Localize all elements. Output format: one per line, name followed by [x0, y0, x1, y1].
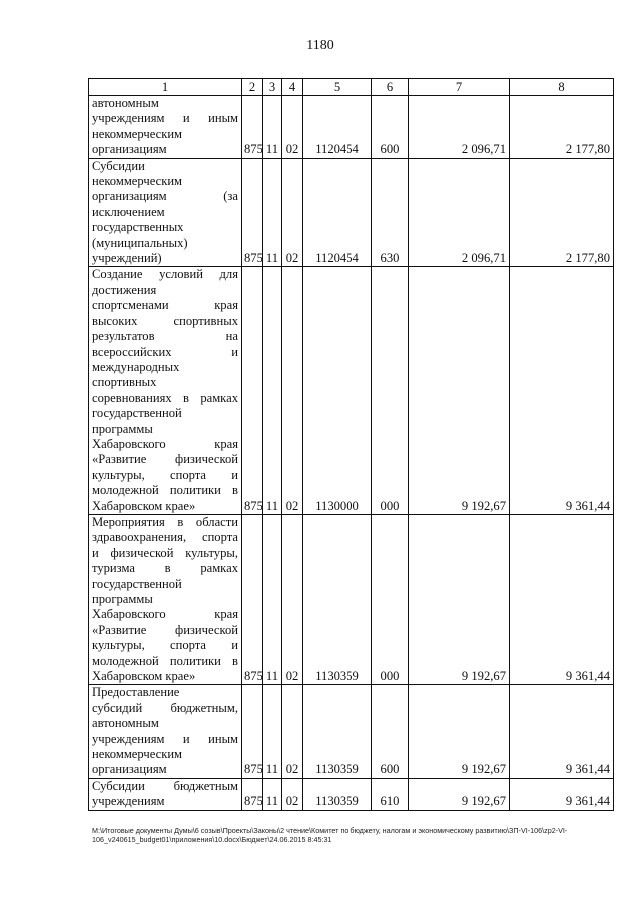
description-line: организациям — [92, 142, 167, 157]
description-line: культуры, спорта и — [92, 638, 238, 653]
expense-type-code: 610 — [372, 778, 409, 810]
ministry-code: 875 — [242, 158, 263, 267]
description-line: некоммерческим — [92, 126, 183, 141]
header-col-8: 8 — [510, 79, 614, 96]
description-line: некоммерческим — [92, 747, 183, 762]
subsection-code: 02 — [282, 158, 303, 267]
description-line: «Развитие физической — [92, 622, 238, 637]
description-line: государственной — [92, 576, 182, 591]
description-line: Хабаровском крае» — [92, 498, 196, 513]
description-line: Субсидии бюджетным — [92, 778, 238, 793]
row-description — [89, 267, 242, 515]
description-line: Создание условий для — [92, 267, 238, 282]
description-line: государственной — [92, 406, 182, 421]
description-line: туризма в рамках — [92, 561, 238, 576]
amount-year-2: 9 361,44 — [510, 685, 614, 778]
description-line: спортсменами края — [92, 298, 238, 313]
section-code: 11 — [263, 267, 282, 515]
description-line: результатов на — [92, 329, 238, 344]
description-line: Мероприятия в области — [92, 514, 238, 529]
expense-type-code: 000 — [372, 514, 409, 684]
description-line: молодежной политики в — [92, 483, 238, 498]
description-line: культуры, спорта и — [92, 467, 238, 482]
table-row — [89, 96, 614, 159]
row-description — [89, 514, 242, 684]
section-code: 11 — [263, 158, 282, 267]
amount-year-2: 2 177,80 — [510, 96, 614, 159]
amount-year-1: 9 192,67 — [409, 778, 510, 810]
description-line: Субсидии — [92, 158, 145, 173]
section-code: 11 — [263, 685, 282, 778]
target-article-code: 1130359 — [303, 514, 372, 684]
description-line: Хабаровского края — [92, 607, 238, 622]
description-line: и физической культуры, — [92, 545, 238, 560]
budget-table — [88, 78, 614, 811]
amount-year-2: 9 361,44 — [510, 778, 614, 810]
description-line: учреждений) — [92, 251, 162, 266]
table-row — [89, 778, 614, 810]
target-article-code: 1130359 — [303, 778, 372, 810]
amount-year-2: 9 361,44 — [510, 514, 614, 684]
description-line: организациям (за — [92, 189, 238, 204]
description-line: программы — [92, 421, 153, 436]
header-col-7: 7 — [409, 79, 510, 96]
description-line: исключением — [92, 204, 165, 219]
header-col-6: 6 — [372, 79, 409, 96]
table-row — [89, 158, 614, 267]
description-line: учреждениям и иным — [92, 731, 238, 746]
description-line: высоких спортивных — [92, 313, 238, 328]
description-line: Хабаровском крае» — [92, 669, 196, 684]
ministry-code: 875 — [242, 96, 263, 159]
subsection-code: 02 — [282, 685, 303, 778]
description-line: государственных — [92, 220, 184, 235]
ministry-code: 875 — [242, 514, 263, 684]
subsection-code: 02 — [282, 514, 303, 684]
description-line: соревнованиях в рамках — [92, 390, 238, 405]
ministry-code: 875 — [242, 685, 263, 778]
amount-year-1: 9 192,67 — [409, 685, 510, 778]
row-description — [89, 778, 242, 810]
description-line: учреждениям и иным — [92, 111, 238, 126]
row-description — [89, 96, 242, 159]
description-line: всероссийских и — [92, 344, 238, 359]
header-col-2: 2 — [242, 79, 263, 96]
expense-type-code: 600 — [372, 685, 409, 778]
subsection-code: 02 — [282, 267, 303, 515]
target-article-code: 1120454 — [303, 96, 372, 159]
description-line: спортивных — [92, 375, 157, 390]
header-col-3: 3 — [263, 79, 282, 96]
amount-year-1: 2 096,71 — [409, 96, 510, 159]
description-line: молодежной политики в — [92, 653, 238, 668]
page-number: 1180 — [306, 38, 334, 53]
target-article-code: 1130359 — [303, 685, 372, 778]
table-row — [89, 267, 614, 515]
description-line: субсидий бюджетным, — [92, 700, 238, 715]
row-description — [89, 685, 242, 778]
description-line: Предоставление — [92, 685, 180, 700]
description-line: организациям — [92, 762, 167, 777]
header-col-4: 4 — [282, 79, 303, 96]
ministry-code: 875 — [242, 778, 263, 810]
expense-type-code: 600 — [372, 96, 409, 159]
description-line: здравоохранения, спорта — [92, 530, 238, 545]
subsection-code: 02 — [282, 778, 303, 810]
amount-year-2: 2 177,80 — [510, 158, 614, 267]
description-line: программы — [92, 592, 153, 606]
description-line: автономным — [92, 716, 159, 731]
description-line: учреждениям — [92, 794, 165, 809]
header-col-1: 1 — [89, 79, 242, 96]
description-line: достижения — [92, 282, 157, 297]
description-line: международных — [92, 359, 180, 374]
target-article-code: 1130000 — [303, 267, 372, 515]
ministry-code: 875 — [242, 267, 263, 515]
table-row — [89, 685, 614, 778]
row-description — [89, 158, 242, 267]
expense-type-code: 630 — [372, 158, 409, 267]
target-article-code: 1120454 — [303, 158, 372, 267]
description-line: «Развитие физической — [92, 452, 238, 467]
section-code: 11 — [263, 96, 282, 159]
subsection-code: 02 — [282, 96, 303, 159]
section-code: 11 — [263, 514, 282, 684]
document-footer-path: M:\Итоговые документы Думы\6 созыв\Проекты\Законы\2 чтение\Комитет по бюджету, налогам и экономическому развитию\ЗП-VI-106\zp2-VI-106_v240615_budget01\приложения\10.docx\Бюджет\24.06.2015 8:45:31 — [92, 826, 568, 844]
header-col-5: 5 — [303, 79, 372, 96]
amount-year-1: 9 192,67 — [409, 514, 510, 684]
expense-type-code: 000 — [372, 267, 409, 515]
description-line: (муниципальных) — [92, 235, 188, 250]
description-line: некоммерческим — [92, 174, 183, 189]
description-line: автономным — [92, 96, 159, 110]
table-row — [89, 514, 614, 684]
section-code: 11 — [263, 778, 282, 810]
table-header-row — [89, 79, 614, 96]
description-line: Хабаровского края — [92, 436, 238, 451]
amount-year-1: 2 096,71 — [409, 158, 510, 267]
amount-year-1: 9 192,67 — [409, 267, 510, 515]
amount-year-2: 9 361,44 — [510, 267, 614, 515]
